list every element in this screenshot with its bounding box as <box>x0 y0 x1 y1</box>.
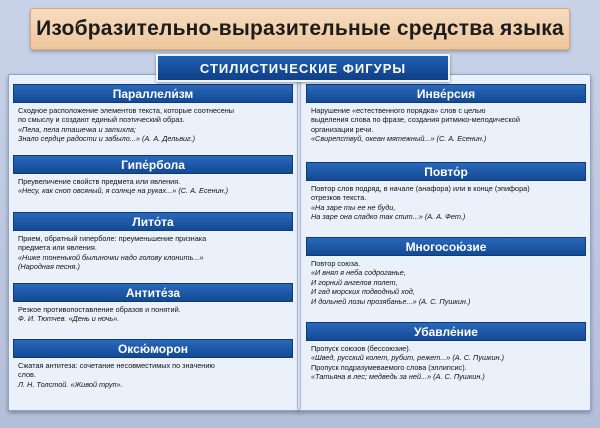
example-line: «Ниже тоненькой былиночки надо голову клонить...» <box>18 252 204 262</box>
definition-line: Повтор слов подряд, в начале (анафора) или в конце (эпифора) <box>311 184 530 193</box>
section-body <box>306 181 586 224</box>
example-line: Л. Н. Толстой. «Живой труп». <box>18 379 123 389</box>
definition-line: предмета или явления. <box>18 243 97 253</box>
definition-line: Резкое противопоставление образов и понятий. <box>18 305 181 314</box>
open-book <box>8 54 590 414</box>
definition-line: Сходное расположение элементов текста, которые соотнесены <box>18 106 235 115</box>
definition-line: Пропуск подразумеваемого слова (эллипсис). <box>311 362 467 372</box>
definition-line: Повтор союза. <box>311 259 361 268</box>
example-line: «И внял я неба содроганье, <box>311 268 406 278</box>
section-heading-bar <box>13 84 293 103</box>
definition-line: Преувеличение свойств предмета или явления. <box>18 177 181 186</box>
section-right-1 <box>306 162 586 224</box>
section-body <box>13 302 293 326</box>
section-heading: Инве́рсия <box>416 86 476 101</box>
section-heading: Гипе́рбола <box>121 157 185 172</box>
section-heading: Убавле́ние <box>414 324 478 339</box>
example-line: «На заре ты ее не буди, <box>311 202 396 212</box>
section-body <box>13 231 293 274</box>
example-line: Знало сердце радости и забыло...» (А. А. Дельвиг.) <box>18 134 196 144</box>
section-heading: Оксю́морон <box>117 341 189 356</box>
section-heading-bar <box>306 84 586 103</box>
definition-line: Пропуск союзов (бессоюзие). <box>311 344 411 353</box>
section-right-2 <box>306 237 586 308</box>
section-right-0 <box>306 84 586 146</box>
section-heading-bar <box>306 237 586 256</box>
title-banner <box>30 8 570 50</box>
example-line: На заре она сладко так спит...» (А. А. Фет.) <box>311 212 466 222</box>
example-line: И горний ангелов полет, <box>311 277 398 287</box>
section-left-0 <box>13 84 293 146</box>
definition-line: Сжатая антитеза: сочетание несовместимых по значению <box>18 361 215 370</box>
example-line: Ф. И. Тютчев. «День и ночь». <box>18 314 120 324</box>
section-heading: Антите́за <box>125 285 181 300</box>
page-title: Изобразительно-выразительные средства языка <box>36 17 564 40</box>
section-body <box>13 174 293 198</box>
subtitle-banner <box>156 54 450 82</box>
book-spine <box>297 74 301 409</box>
section-left-2 <box>13 212 293 274</box>
example-line: «Швед, русский колет, рубит, режет...» (А. С. Пушкин.) <box>311 353 504 363</box>
definition-line: по смыслу и создают единый поэтический образ. <box>18 115 185 125</box>
definition-line: Прием, обратный гиперболе: преуменьшение признака <box>18 234 207 243</box>
definition-line: отрезков текста. <box>311 193 367 203</box>
example-line: И гад морских подводный ход, <box>311 287 415 297</box>
section-heading: Лито́та <box>132 214 174 229</box>
example-line: (Народная песня.) <box>18 262 80 272</box>
section-left-4 <box>13 339 293 391</box>
section-heading: Параллели́зм <box>112 86 194 101</box>
section-left-1 <box>13 155 293 198</box>
definition-line: Нарушение «естественного порядка» слов с целью <box>311 106 486 115</box>
example-line: И дольней лозы прозябанье...» (А. С. Пушкин.) <box>311 296 471 306</box>
subtitle: СТИЛИСТИЧЕСКИЕ ФИГУРЫ <box>199 60 407 76</box>
section-body <box>306 256 586 308</box>
section-heading-bar <box>13 283 293 302</box>
example-line: «Пела, пела пташечка и затихла; <box>18 124 136 134</box>
section-heading-bar <box>13 155 293 174</box>
section-heading-bar <box>306 322 586 341</box>
section-body <box>13 103 293 146</box>
section-heading-bar <box>13 212 293 231</box>
section-body <box>306 103 586 146</box>
section-heading: Повто́р <box>424 164 468 179</box>
example-line: «Татьяна в лес; медведь за ней...» (А. С. Пушкин.) <box>311 372 485 382</box>
section-body <box>13 358 293 391</box>
section-right-3 <box>306 322 586 384</box>
section-heading-bar <box>13 339 293 358</box>
section-heading-bar <box>306 162 586 181</box>
definition-line: слов. <box>18 370 36 380</box>
example-line: «Свирепствуй, океан мятежный...» (С. А. Есенин.) <box>311 134 487 144</box>
definition-line: выделения слова по фразе, создания ритмико-мелодической <box>311 115 520 125</box>
section-body <box>306 341 586 384</box>
section-heading: Многосою́зие <box>405 239 487 254</box>
definition-line: организации речи. <box>311 124 374 134</box>
section-left-3 <box>13 283 293 326</box>
example-line: «Несу, как сноп овсяный, я солнце на руках...» (С. А. Есенин.) <box>18 186 229 196</box>
